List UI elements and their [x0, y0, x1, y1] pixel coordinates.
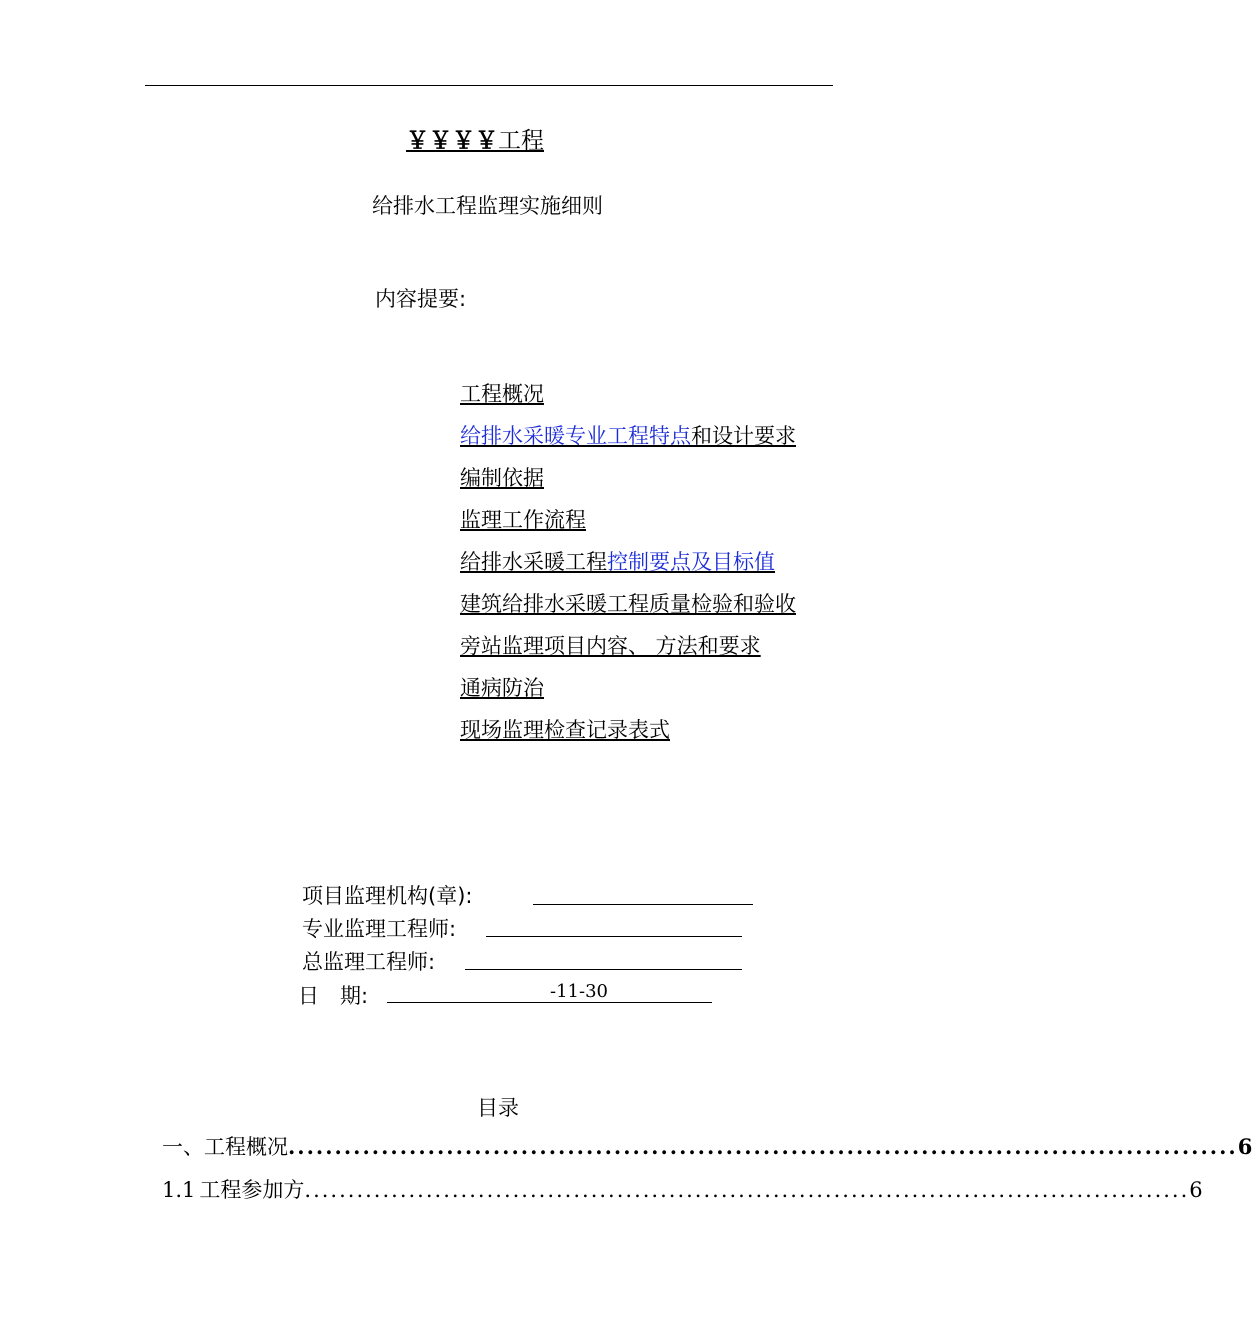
toc-row-label: 工程参加方	[199, 1178, 305, 1202]
date-value: -11-30	[550, 981, 608, 1002]
contents-item-overview[interactable]: 工程概况	[460, 382, 544, 406]
document-subtitle: 给排水工程监理实施细则	[372, 194, 603, 218]
org-signature-line[interactable]	[533, 904, 753, 905]
engineer-signature-line[interactable]	[486, 936, 742, 937]
toc-row-page: 6	[1189, 1178, 1203, 1202]
chief-signature-line[interactable]	[465, 969, 742, 970]
toc-row-page: 6	[1237, 1134, 1252, 1159]
date-line[interactable]	[387, 1002, 712, 1003]
toc-row-label: 工程概况	[204, 1135, 288, 1159]
toc-leader-dots: ......................................................................................................	[288, 1134, 1238, 1159]
toc-row[interactable]	[162, 1174, 1203, 1204]
contents-item-defects[interactable]: 通病防治	[460, 676, 544, 700]
toc-row[interactable]	[162, 1131, 1252, 1161]
header-rule	[145, 85, 833, 86]
toc-title: 目录	[477, 1096, 519, 1120]
contents-item-features[interactable]: 给排水采暖专业工程特点和设计要求	[460, 424, 796, 448]
date-label: 日 期:	[298, 984, 369, 1008]
contents-item-inspection[interactable]: 建筑给排水采暖工程质量检验和验收	[460, 592, 796, 616]
contents-item-side-station[interactable]: 旁站监理项目内容、 方法和要求	[460, 634, 761, 658]
summary-label: 内容提要:	[375, 287, 467, 311]
contents-item-workflow[interactable]: 监理工作流程	[460, 508, 586, 532]
document-title: ￥￥￥￥工程	[406, 127, 544, 154]
toc-row-number: 一、	[162, 1135, 204, 1159]
contents-item-basis[interactable]: 编制依据	[460, 466, 544, 490]
toc-row-number: 1.1	[162, 1178, 196, 1202]
contents-item-control-points[interactable]: 给排水采暖工程控制要点及目标值	[460, 550, 775, 574]
toc-leader-dots: ......................................................................................................	[304, 1178, 1190, 1202]
contents-item-record-forms[interactable]: 现场监理检查记录表式	[460, 718, 670, 742]
org-label: 项目监理机构(章):	[302, 884, 473, 908]
chief-label: 总监理工程师:	[302, 950, 436, 974]
engineer-label: 专业监理工程师:	[302, 917, 457, 941]
